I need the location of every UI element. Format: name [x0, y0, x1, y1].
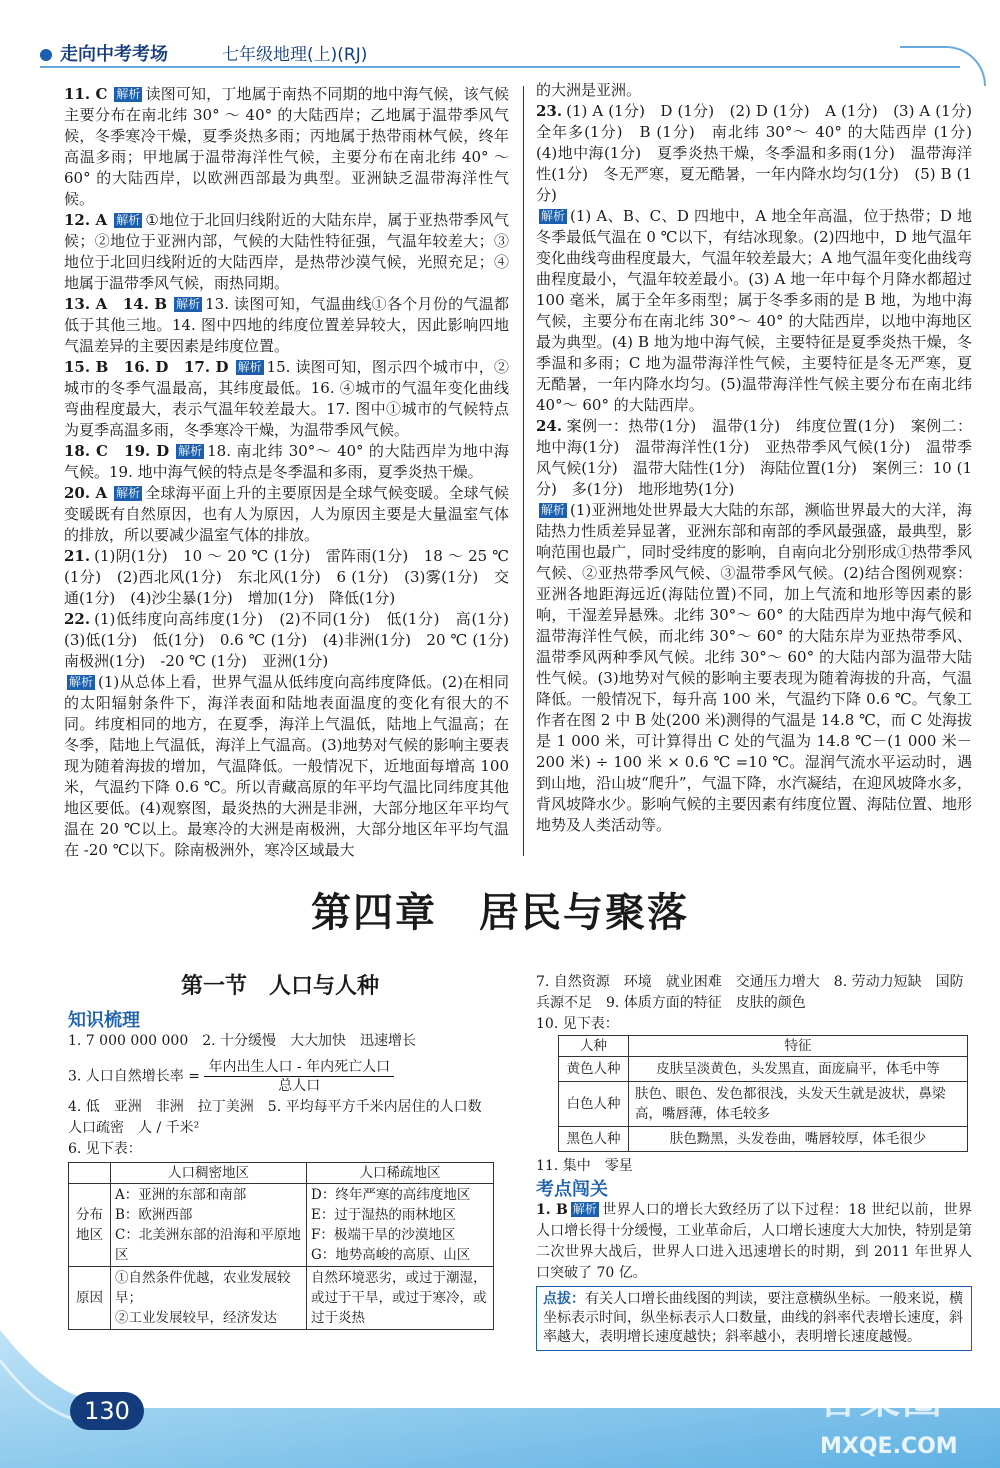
question-number: 1. B: [536, 1202, 568, 1218]
answer-text: (1) A (1分) D (1分) (2) D (1分) A (1分) (3) A (1分) 全年多(1分) B (1分) 南北纬 30°～ 40° 的大陆西岸 (1分) (4)地中海(1分) 夏季炎热干燥，冬季温和多雨(1分) 温带海洋性(1分) 冬无严寒，夏无酷暑，一年内降水均匀(1分) (5) B (1分): [536, 102, 988, 204]
list-item: C：北美洲东部的沿海和平原地区: [115, 1227, 301, 1263]
header-rule: [40, 66, 960, 68]
row-label: 原因: [69, 1267, 111, 1330]
page-header: [0, 0, 1000, 72]
right-column-bottom: [536, 972, 972, 1351]
answer-text: 读图可知，丁地属于南热不同期的地中海气候，该气候主要分布在南北纬 30° ～ 40° 的大陆西岸；乙地属于温带季风气候，冬季寒冷干燥，夏季炎热多雨；丙地属于热带雨林气候，终年高温多雨；甲地属于温带海洋性气候，主要分布在南北纬 40° ～ 60° 的大陆西岸，以欧洲西部最为典型。亚洲缺乏温带海洋性气候。: [64, 85, 509, 208]
right-column-top: [536, 80, 988, 836]
list-item: ①自然条件优越，农业发展较早；: [115, 1270, 291, 1306]
analysis-tag: 解析: [176, 297, 201, 311]
answer-item: [64, 294, 509, 357]
question-number: 15. B 16. D 17. D: [64, 358, 229, 376]
watermark-url: MXQE.COM: [820, 1434, 958, 1459]
answer-11: 11. 集中 零星: [536, 1158, 633, 1174]
book-title: 走向中考考场: [60, 44, 168, 65]
left-column: [64, 84, 525, 861]
list-item: D：终年严寒的高纬度地区: [311, 1187, 471, 1203]
question-number: 18. C 19. D: [64, 442, 170, 460]
answer-item: [536, 206, 972, 416]
answer-item: [64, 546, 509, 609]
question-number: 12. A: [64, 211, 108, 229]
question-number: 24.: [536, 417, 563, 435]
table-cell: [111, 1184, 307, 1267]
knowledge-section: [68, 1010, 508, 1330]
question-number: 21.: [64, 547, 91, 565]
table-header: 人口稠密地区: [111, 1163, 307, 1184]
answer-text: (1)低纬度向高纬度(1分) (2)不同(1分) 低(1分) 高(1分) (3)低(1分) 低(1分) 0.6 ℃ (1分) (4)非洲(1分) 20 ℃ (1分) 南极洲(1分) -20 ℃ (1分) 亚洲(1分): [64, 610, 525, 670]
list-item: ②工业发展较早，经济发达: [115, 1310, 277, 1326]
list-item: A：亚洲的东部和南部: [115, 1187, 247, 1203]
list-item: G：地势高峻的高原、山区: [311, 1247, 471, 1263]
analysis-tag: 解析: [116, 87, 141, 101]
knowledge-heading: 知识梳理: [68, 1010, 140, 1031]
answer-text: (1) A、B、C、D 四地中，A 地全年高温，位于热带；D 地冬季最低气温在 0 ℃以下，有结冰现象。(2)四地中，D 地气温年变化曲线弯曲程度最大，气温年较差最大；A 地气温年变化曲线弯曲程度最小，气温年较差最小。(3) A 地一年中每个月降水都超过 100 毫米，属于全年多雨型；属于冬季多雨的是 B 地，为地中海气候，主要分布在南北纬 30°～ 40° 的大陆西岸，以地中海地区最为典型。(4) B 地为地中海气候，主要特征是夏季炎热干燥，冬季温和多雨；C 地为温带海洋性气候，主要特征是冬无严寒，夏无酷暑，一年内降水均匀。(5)温带海洋性气候主要分布在南北纬 40°～ 60° 的大陆西岸。: [536, 207, 972, 414]
analysis-text: 世界人口的增长大致经历了以下过程：18 世纪以前，世界人口增长得十分缓慢，工业革命后，人口增长速度大大加快，特别是第二次世界大战后，世界人口进入迅速增长的时期，到 2011 年世界人口突破了 70 亿。: [536, 1202, 973, 1281]
page-number: 130: [70, 1392, 144, 1430]
answer-10: 10. 见下表：: [536, 1016, 619, 1032]
question-number: 11. C: [64, 85, 108, 103]
answer-item: [536, 101, 988, 206]
answer-text: ①地位于北回归线附近的大陆东岸，属于亚热带季风气候；②地位于亚洲内部，气候的大陆性特征强，气温年较差大；③地位于北回归线附近的大陆西岸，是热带沙漠气候，光照充足；④地属于温带季风气候，雨热同期。: [64, 211, 509, 292]
answer-item: [64, 609, 525, 672]
answer-item: [64, 210, 509, 294]
list-item: B：欧洲西部: [115, 1207, 193, 1223]
answer-6: 6. 见下表：: [68, 1141, 142, 1157]
feature-cell: 肤色黝黑，头发卷曲，嘴唇较厚，体毛很少: [629, 1127, 968, 1152]
analysis-tag: 解析: [541, 503, 566, 517]
table-cell: 自然环境恶劣，或过于潮湿，或过于干旱，或过于寒冷，或过于炎热: [307, 1267, 494, 1330]
answer-item: [536, 80, 972, 101]
answer-text: 15. 读图可知，图示四个城市中，②城市的冬季气温最高，其纬度最低。16. ④城市的气温年变化曲线弯曲程度最大，表示气温年较差最大。17. 图中①城市的气候特点为夏季高温多雨，冬季寒冷干燥，为温带季风气候。: [64, 358, 510, 439]
analysis-tag: 解析: [178, 444, 203, 458]
answer-item: [64, 483, 509, 546]
answer-text: 的大洲是亚洲。: [536, 81, 642, 99]
analysis-tag: 解析: [69, 675, 94, 689]
analysis-tag: 解析: [116, 486, 141, 500]
row-label: 分布地区: [69, 1184, 111, 1267]
race-cell: 黄色人种: [559, 1057, 629, 1082]
tip-label: 点拔：: [543, 1291, 585, 1307]
answer-text: 全球海平面上升的主要原因是全球气候变暖。全球气候变暖既有自然原因，也有人为原因，人为原因主要是大量温室气体的排放，所以要减少温室气体的排放。: [64, 484, 509, 544]
formula-numerator: 年内出生人口 - 年内死亡人口: [204, 1058, 394, 1077]
question-number: 13. A 14. B: [64, 295, 168, 313]
analysis-tag: 解析: [237, 360, 262, 374]
table-cell: [307, 1184, 494, 1267]
answer-item: [64, 84, 509, 210]
question-number: 22.: [64, 610, 91, 628]
analysis-tag: 解析: [572, 1202, 597, 1216]
exam-answer-1: [536, 1200, 972, 1284]
table-header: 人口稀疏地区: [307, 1163, 494, 1184]
section-title: 第一节 人口与人种: [180, 974, 379, 999]
answer-3: [68, 1058, 508, 1095]
race-cell: 白色人种: [559, 1082, 629, 1127]
analysis-tag: 解析: [541, 209, 566, 223]
answer-7-9: 7. 自然资源 环境 就业困难 交通压力增大 8. 劳动力短缺 国防兵源不足 9. 体质方面的特征 皮肤的颜色: [536, 974, 964, 1011]
formula-fraction: [204, 1058, 394, 1095]
column-divider: [523, 86, 524, 856]
bullet-icon: [40, 49, 52, 61]
race-cell: 黑色人种: [559, 1127, 629, 1152]
book-subtitle: 七年级地理(上)(RJ): [222, 45, 368, 65]
formula-denominator: 总人口: [278, 1078, 321, 1094]
answer-text: 案例一：热带(1分) 温带(1分) 纬度位置(1分) 案例二：地中海(1分) 温带海洋性(1分) 亚热带季风气候(1分) 温带季风气候(1分) 温带大陆性(1分) 海陆位置(1分) 案例三：10 (1分) 多(1分) 地形地势(1分): [536, 417, 972, 498]
answer-item: [536, 500, 972, 836]
tip-text: 有关人口增长曲线图的判读，要注意横纵坐标。一般来说，横坐标表示时间，纵坐标表示人口数量，曲线的斜率代表增长速度，斜率越大，表明增长速度越快；斜率越小，表明增长速度越慢。: [543, 1291, 963, 1345]
feature-cell: 肤色、眼色、发色都很浅，头发天生就是波状，鼻梁高，嘴唇薄，体毛较多: [629, 1082, 968, 1127]
answer-text: (1)阴(1分) 10 ～ 20 ℃ (1分) 雷阵雨(1分) 18 ～ 25 ℃ (1分) (2)西北风(1分) 东北风(1分) 6 (1分) (3)雾(1分) 交通(1分) (4)沙尘暴(1分) 增加(1分) 降低(1分): [64, 547, 509, 607]
answer-item: [64, 357, 509, 441]
answer-item: [536, 416, 972, 500]
answer-item: [64, 672, 509, 861]
list-item: F：极端干旱的沙漠地区: [311, 1227, 456, 1243]
table-corner: [69, 1163, 111, 1184]
table-header: 人种: [559, 1036, 629, 1057]
answer-text: 18. 南北纬 30°～ 40° 的大陆西岸为地中海气候。19. 地中海气候的特点是冬季温和多雨，夏季炎热干燥。: [64, 442, 509, 481]
answer-1-2: 1. 7 000 000 000 2. 十分缓慢 大大加快 迅速增长: [68, 1033, 417, 1049]
race-table: [558, 1035, 968, 1152]
analysis-tag: 解析: [116, 213, 141, 227]
table-header: 特征: [629, 1036, 968, 1057]
question-number: 20. A: [64, 484, 108, 502]
answer-4-5: 4. 低 亚洲 非洲 拉丁美洲 5. 平均每平方千米内居住的人口数 人口疏密 人 / 千米²: [68, 1099, 496, 1136]
answer-text: 13. 读图可知，气温曲线①各个月份的气温都低于其他三地。14. 图中四地的纬度位置差异较大，因此影响四地气温差异的主要因素是纬度位置。: [64, 295, 509, 355]
list-item: E：过于湿热的雨林地区: [311, 1207, 456, 1223]
question-number: 23.: [536, 102, 563, 120]
formula-label: 3. 人口自然增长率 =: [68, 1068, 200, 1085]
answer-item: [64, 441, 509, 483]
answer-text: (1)从总体上看，世界气温从低纬度向高纬度降低。(2)在相同的太阳辐射条件下，海洋表面和陆地表面温度的变化有很大的不同。纬度相同的地方，在夏季，海洋上气温低，陆地上气温高；在冬季，陆地上气温低，海洋上气温高。(3)地势对气候的影响主要表现为随着海拔的增加，气温降低。一般情况下，近地面每增高 100 米，气温约下降 0.6 ℃。所以青藏高原的年平均气温比同纬度其他地区要低。(4)观察图，最炎热的大洲是非洲，大部分地区年平均气温在 20 ℃以上。最寒冷的大洲是南极洲，大部分地区年平均气温在 -20 ℃以下。除南极洲外，寒冷区域最大: [64, 673, 509, 859]
watermark-logo: 答案圈: [818, 1377, 944, 1423]
chapter-title: 第四章 居民与聚落: [311, 890, 689, 936]
answer-text: (1)亚洲地处世界最大大陆的东部，濒临世界最大的大洋，海陆热力性质差异显著，亚洲东部和南部的季风最强盛，最典型，影响范围也最广，同时受纬度的影响，自南向北分别形成①热带季风气候、②亚热带季风气候、③温带季风气候。(2)结合图例观察：亚洲各地距海远近(海陆位置)不同，加上气流和地形等因素的影响，干湿差异悬殊。北纬 30°～ 60° 的大陆西岸为地中海气候和温带海洋性气候，而北纬 30°～ 60° 的大陆东岸为亚热带季风、温带季风两种季风气候。北纬 30°～ 60° 的大陆内部为温带大陆性气候。(3)地势对气候的影响主要表现为随着海拔的升高，气温降低。一般情况下，每升高 100 米，气温约下降 0.6 ℃。气象工作者在图 2 中 B 处(200 米)测得的气温是 14.8 ℃，而 C 处海拔是 1 000 米，可计算得出 C 处的气温为 14.8 ℃－(1 000 米－200 米) ÷ 100 米 × 0.6 ℃ =10 ℃。湿润气流水平运动时，遇到山地，沿山坡“爬升”，气温下降，水汽凝结，在迎风坡降水多，背风坡降水少。影响气候的主要因素有纬度位置、海陆位置、地形地势及人类活动等。: [536, 501, 972, 834]
feature-cell: 皮肤呈淡黄色，头发黑直，面庞扁平，体毛中等: [629, 1057, 968, 1082]
exam-heading: 考点闯关: [536, 1179, 608, 1200]
